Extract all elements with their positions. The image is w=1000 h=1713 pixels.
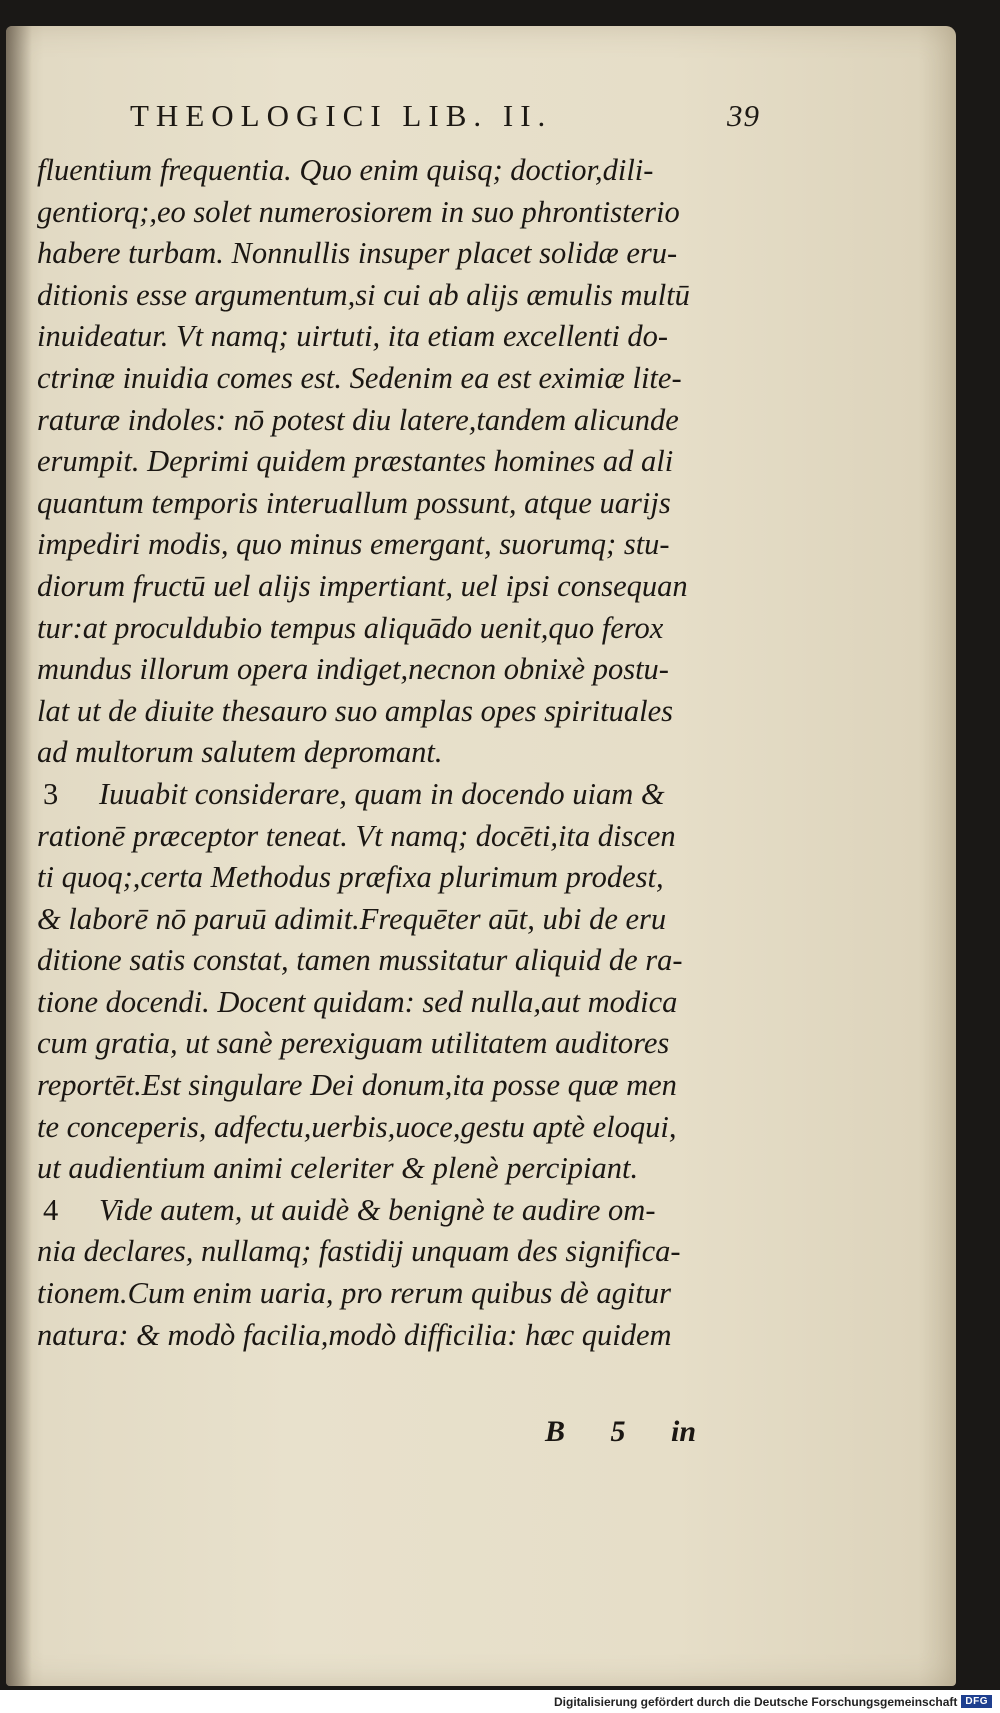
text-line: [37, 483, 757, 525]
text-line: [37, 192, 757, 234]
line-text: ad multorum salutem depromant.: [37, 735, 443, 770]
text-line: [37, 524, 757, 566]
page-number: 39: [727, 98, 760, 133]
line-text: ditionis esse argumentum,si cui ab alijs æmulis multū: [37, 277, 690, 312]
line-text: ditione satis constat, tamen mussitatur aliquid de ra-: [37, 943, 683, 978]
line-text: natura: & modò facilia,modò difficilia: hæc quidem: [37, 1317, 672, 1352]
paragraph-number: 4: [43, 1192, 59, 1227]
catchline: [545, 1415, 696, 1449]
text-line: [37, 358, 757, 400]
text-line: [37, 566, 757, 608]
line-text: gentiorq;,eo solet numerosiorem in suo phrontisterio: [37, 194, 680, 229]
text-line: [37, 1273, 757, 1315]
text-line: [37, 1065, 757, 1107]
line-text: nia declares, nullamq; fastidij unquam des significa-: [37, 1234, 681, 1269]
line-text: ctrinæ inuidia comes est. Sedenim ea est eximiæ lite-: [37, 360, 682, 395]
running-head-title: THEOLOGICI LIB. II.: [130, 98, 553, 133]
text-line: [37, 649, 757, 691]
text-line: [37, 400, 757, 442]
signature-mark: B: [545, 1415, 566, 1448]
paragraph-number: 3: [43, 776, 59, 811]
text-line: [37, 1231, 757, 1273]
text-line: [37, 691, 757, 733]
line-text: raturæ indoles: nō potest diu latere,tandem alicunde: [37, 402, 679, 437]
text-line: [37, 441, 757, 483]
line-text: mundus illorum opera indiget,necnon obnixè postu-: [37, 652, 669, 687]
text-line: [37, 275, 757, 317]
line-text: Iuuabit considerare, quam in docendo uiam &: [99, 776, 665, 811]
text-line: [37, 1190, 757, 1232]
text-line: [37, 982, 757, 1024]
line-text: ut audientium animi celeriter & plenè percipiant.: [37, 1151, 639, 1186]
line-text: tur:at proculdubio tempus aliquādo uenit,quo ferox: [37, 610, 664, 645]
line-text: inuideatur. Vt namq; uirtuti, ita etiam excellenti do-: [37, 319, 669, 354]
line-text: rationē præceptor teneat. Vt namq; docēti,ita discen: [37, 818, 676, 853]
catchword: in: [671, 1415, 697, 1448]
line-text: erumpit. Deprimi quidem præstantes homines ad ali: [37, 444, 674, 479]
line-text: & laborē nō paruū adimit.Frequēter aūt, ubi de eru: [37, 901, 667, 936]
body-text: [37, 150, 757, 1356]
footer-credit: Digitalisierung gefördert durch die Deutsche Forschungsgemeinschaft: [553, 1694, 958, 1709]
text-line: [37, 732, 757, 774]
text-line: [37, 233, 757, 275]
text-line: [37, 1148, 757, 1190]
line-text: cum gratia, ut sanè perexiguam utilitatem auditores: [37, 1026, 670, 1061]
line-text: te conceperis, adfectu,uerbis,uoce,gestu aptè eloqui,: [37, 1109, 677, 1144]
spine-shadow: [6, 26, 32, 1686]
line-text: Vide autem, ut auidè & benignè te audire om-: [99, 1192, 656, 1227]
text-line: [37, 940, 757, 982]
text-line: [37, 608, 757, 650]
text-line: [37, 316, 757, 358]
footer-bar: [0, 1690, 1000, 1713]
text-line: [37, 899, 757, 941]
line-text: lat ut de diuite thesauro suo amplas opes spirituales: [37, 693, 673, 728]
line-text: quantum temporis interuallum possunt, atque uarijs: [37, 485, 671, 520]
line-text: tionem.Cum enim uaria, pro rerum quibus dè agitur: [37, 1276, 671, 1311]
line-text: habere turbam. Nonnullis insuper placet solidæ eru-: [37, 236, 678, 271]
text-line: [37, 1023, 757, 1065]
dfg-logo: DFG: [961, 1695, 992, 1708]
line-text: diorum fructū uel alijs impertiant, uel ipsi consequan: [37, 568, 688, 603]
line-text: impediri modis, quo minus emergant, suorumq; stu-: [37, 527, 670, 562]
text-line: [37, 857, 757, 899]
signature-number: 5: [610, 1415, 626, 1448]
text-line: [37, 1107, 757, 1149]
text-line: [37, 150, 757, 192]
running-head: [130, 98, 760, 134]
text-line: [37, 1315, 757, 1357]
text-line: [37, 816, 757, 858]
line-text: tione docendi. Docent quidam: sed nulla,aut modica: [37, 984, 678, 1019]
line-text: fluentium frequentia. Quo enim quisq; doctior,dili-: [37, 153, 654, 187]
line-text: reportēt.Est singulare Dei donum,ita posse quæ men: [37, 1068, 677, 1103]
text-line: [37, 774, 757, 816]
line-text: ti quoq;,certa Methodus præfixa plurimum prodest,: [37, 860, 664, 895]
